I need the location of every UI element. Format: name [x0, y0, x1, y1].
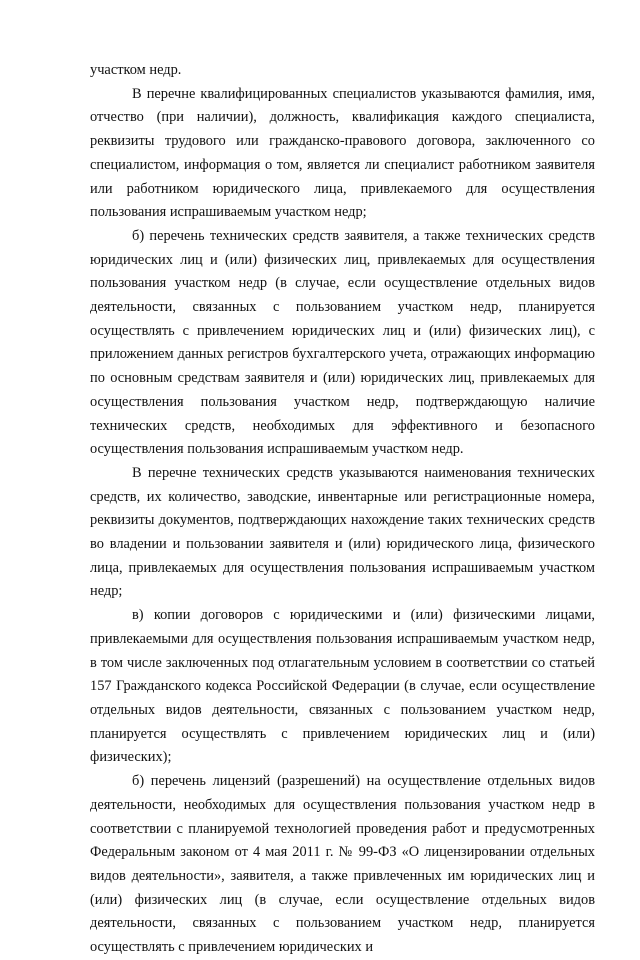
paragraph-technical-means-list: В перечне технических средств указываются наименования технических средств, их количество, заводские, инвентарные или регистрационные номера, реквизиты документов, подтверждающих нахождение таких технических средств во владении и пользовании заявителя и (или) юридического лица, физического лица, привлекаемых для осуществления пользования испрашиваемым участком недр;	[90, 464, 595, 600]
paragraph-item-licenses: б) перечень лицензий (разрешений) на осуществление отдельных видов деятельности, необходимых для осуществления пользования участком недр в соответствии с планируемой технологией проведения работ и предусмотренных Федеральным законом от 4 мая 2011 г. № 99-ФЗ «О лицензировании отдельных видов деятельности», заявителя, а также привлеченных им юридических лиц и (или) физических лиц (в случае, если осуществление отдельных видов деятельности, связанных с пользованием участком недр, планируется осуществлять с привлечением юридических и	[90, 773, 595, 956]
paragraph-item-technical-means: б) перечень технических средств заявителя, а также технических средств юридических лиц и (или) физических лиц, привлекаемых для осуществления пользования участком недр (в случае, если осуществление отдельных видов деятельности, связанных с пользованием участком недр, планируется осуществлять с привлечением юридических лиц и (или) физических лиц), с приложением данных регистров бухгалтерского учета, отражающих информацию по основным средствам заявителя и (или) юридических лиц, привлекаемых для осуществления пользования участком недр, подтверждающую наличие технических средств, необходимых для эффективного и безопасного осуществления пользования испрашиваемым участком недр.	[90, 227, 595, 458]
paragraph-continuation: участком недр.	[90, 62, 182, 78]
paragraph-specialists-list: В перечне квалифицированных специалистов указываются фамилия, имя, отчество (при наличии), должность, квалификация каждого специалиста, реквизиты трудового или гражданско-правового договора, заключенного со специалистом, информация о том, является ли специалист работником заявителя или работником юридического лица, привлекаемого для осуществления пользования испрашиваемым участком недр;	[90, 85, 595, 221]
document-page	[90, 59, 595, 960]
paragraph-item-contract-copies: в) копии договоров с юридическими и (или) физическими лицами, привлекаемыми для осуществления пользования испрашиваемым участком недр, в том числе заключенных под отлагательным условием в соответствии со статьей 157 Гражданского кодекса Российской Федерации (в случае, если осуществление отдельных видов деятельности, связанных с пользованием участком недр, планируется осуществлять с привлечением юридических лиц и (или) физических);	[90, 607, 595, 766]
